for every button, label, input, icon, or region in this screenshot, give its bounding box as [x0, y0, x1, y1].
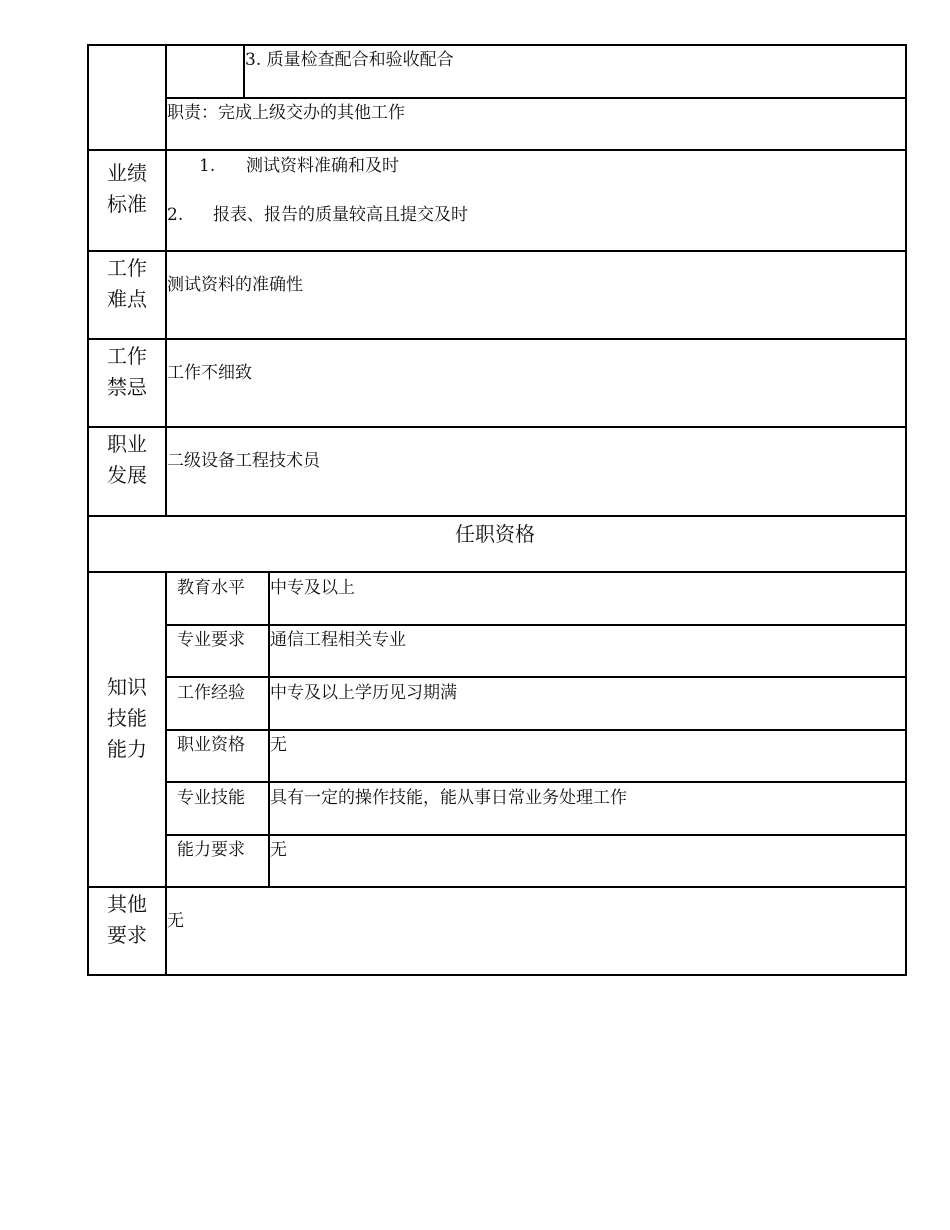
border-top: [87, 44, 907, 46]
qualification-title: 任职资格: [455, 522, 535, 546]
performance-item-2-number: 2.: [167, 205, 184, 225]
task-item-3: 3. 质量检查配合和验收配合: [245, 50, 454, 70]
career-label: 职业 发展: [107, 432, 147, 487]
border-bottom: [87, 974, 907, 976]
taboo-label: 工作 禁忌: [107, 344, 147, 399]
performance-item-1: 测试资料准确和及时: [246, 156, 399, 176]
performance-label: 业绩 标准: [107, 161, 147, 216]
knowledge-value-experience: 中专及以上学历见习期满: [270, 683, 457, 703]
row-line-knowledge: [87, 571, 907, 573]
knowledge-value-certification: 无: [270, 735, 287, 755]
difficulty-label: 工作 难点: [107, 256, 147, 311]
row-line-performance: [87, 149, 907, 151]
duty-other: 职责：完成上级交办的其他工作: [167, 103, 405, 123]
knowledge-key-ability: 能力要求: [177, 840, 245, 860]
knowledge-label: 知识 技能 能力: [107, 675, 147, 761]
row-line-top-inner: [165, 97, 907, 99]
knowledge-row-line-4: [165, 781, 907, 783]
career-text: 二级设备工程技术员: [167, 451, 320, 471]
performance-item-2: 报表、报告的质量较高且提交及时: [213, 205, 468, 225]
knowledge-value-major: 通信工程相关专业: [270, 630, 406, 650]
knowledge-key-certification: 职业资格: [177, 735, 245, 755]
knowledge-key-skills: 专业技能: [177, 788, 245, 808]
row-line-qualification: [87, 515, 907, 517]
row-line-taboo: [87, 338, 907, 340]
performance-item-1-number: 1.: [199, 156, 216, 176]
knowledge-key-major: 专业要求: [177, 630, 245, 650]
knowledge-row-line-3: [165, 729, 907, 731]
knowledge-row-line-2: [165, 676, 907, 678]
knowledge-value-skills: 具有一定的操作技能，能从事日常业务处理工作: [270, 788, 627, 808]
other-text: 无: [167, 911, 184, 931]
row-line-difficulty: [87, 250, 907, 252]
knowledge-value-education: 中专及以上: [270, 578, 355, 598]
knowledge-row-line-5: [165, 834, 907, 836]
difficulty-text: 测试资料的准确性: [167, 275, 303, 295]
knowledge-value-ability: 无: [270, 840, 287, 860]
knowledge-key-education: 教育水平: [177, 578, 245, 598]
border-right: [905, 44, 907, 976]
row-line-career: [87, 426, 907, 428]
other-label: 其他 要求: [107, 892, 147, 947]
row-line-other: [87, 886, 907, 888]
taboo-text: 工作不细致: [167, 363, 252, 383]
knowledge-key-experience: 工作经验: [177, 683, 245, 703]
knowledge-row-line-1: [165, 624, 907, 626]
